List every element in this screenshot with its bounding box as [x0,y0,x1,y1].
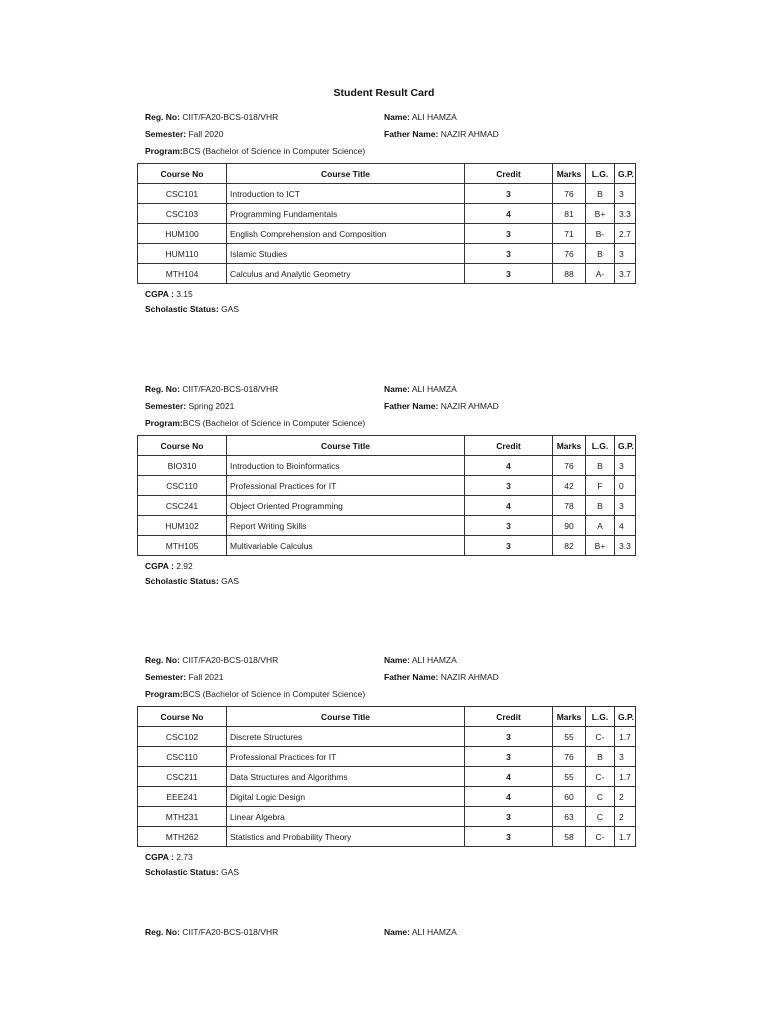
table-row [138,767,636,787]
cgpa-row [145,560,193,572]
credit-cell: 4 [465,767,553,787]
name-label: Name: [384,655,410,665]
gp-cell: 2.7 [615,224,636,244]
course-title-cell: Object Oriented Programming [227,496,465,516]
credit-cell: 3 [465,516,553,536]
lg-cell: A- [586,264,615,284]
reg-no-row [145,654,278,666]
table-header-row [138,707,636,727]
reg-no-row [145,383,278,395]
father-name-row [384,400,499,412]
scholastic-status-label: Scholastic Status: [145,576,219,586]
course-title-cell: English Comprehension and Composition [227,224,465,244]
gp-cell: 1.7 [615,727,636,747]
course-no-cell: BIO310 [138,456,227,476]
course-title-header: Course Title [227,436,465,456]
name-value: ALI HAMZA [411,655,457,665]
course-title-cell: Linear Algebra [227,807,465,827]
cgpa-row [145,851,193,863]
result-table [137,706,636,847]
gp-cell: 2 [615,807,636,827]
course-no-cell: CSC103 [138,204,227,224]
course-title-cell: Data Structures and Algorithms [227,767,465,787]
table-row [138,224,636,244]
reg-no-label: Reg. No: [145,112,180,122]
name-value: ALI HAMZA [411,384,457,394]
scholastic-status-row [145,866,239,878]
program-label: Program: [145,689,183,699]
marks-cell: 71 [553,224,586,244]
cgpa-value: 2.73 [176,852,193,862]
name-row [384,926,457,938]
gp-cell: 3.7 [615,264,636,284]
course-title-cell: Professional Practices for IT [227,476,465,496]
scholastic-status-value: GAS [221,576,240,586]
course-title-header: Course Title [227,707,465,727]
marks-cell: 60 [553,787,586,807]
semester-row [145,400,234,412]
reg-no-label: Reg. No: [145,384,180,394]
semester-row [145,671,223,683]
scholastic-status-value: GAS [221,304,240,314]
lg-cell: B+ [586,536,615,556]
name-label: Name: [384,927,410,937]
cgpa-row [145,288,193,300]
course-title-cell: Multivariable Calculus [227,536,465,556]
table-row [138,807,636,827]
credit-cell: 3 [465,827,553,847]
father-name-label: Father Name: [384,401,439,411]
credit-cell: 4 [465,496,553,516]
marks-cell: 55 [553,767,586,787]
reg-no-row [145,111,278,123]
lg-cell: B [586,244,615,264]
lg-cell: C [586,787,615,807]
credit-cell: 3 [465,727,553,747]
marks-cell: 76 [553,184,586,204]
lg-cell: B+ [586,204,615,224]
cgpa-label: CGPA : [145,561,174,571]
reg-no-value: CIIT/FA20-BCS-018/VHR [182,927,279,937]
table-header-row [138,164,636,184]
program-label: Program: [145,146,183,156]
table-row [138,184,636,204]
cgpa-label: CGPA : [145,289,174,299]
credit-cell: 3 [465,184,553,204]
result-table [137,435,636,556]
father-name-row [384,671,499,683]
marks-cell: 55 [553,727,586,747]
course-title-cell: Calculus and Analytic Geometry [227,264,465,284]
marks-cell: 78 [553,496,586,516]
marks-cell: 76 [553,747,586,767]
course-no-cell: HUM110 [138,244,227,264]
marks-cell: 81 [553,204,586,224]
lg-header: L.G. [586,707,615,727]
marks-cell: 88 [553,264,586,284]
lg-cell: A [586,516,615,536]
scholastic-status-row [145,575,239,587]
reg-no-label: Reg. No: [145,655,180,665]
table-row [138,496,636,516]
marks-cell: 63 [553,807,586,827]
credit-header: Credit [465,436,553,456]
lg-cell: B [586,456,615,476]
table-row [138,747,636,767]
course-title-cell: Statistics and Probability Theory [227,827,465,847]
gp-cell: 3 [615,244,636,264]
scholastic-status-label: Scholastic Status: [145,867,219,877]
credit-cell: 4 [465,456,553,476]
credit-header: Credit [465,164,553,184]
cgpa-value: 2.92 [176,561,193,571]
semester-value: Spring 2021 [188,401,235,411]
father-name-row [384,128,499,140]
marks-cell: 42 [553,476,586,496]
course-no-cell: MTH231 [138,807,227,827]
gp-cell: 3 [615,747,636,767]
course-title-cell: Introduction to ICT [227,184,465,204]
course-no-cell: CSC110 [138,476,227,496]
lg-cell: B- [586,224,615,244]
name-value: ALI HAMZA [411,927,457,937]
course-no-cell: EEE241 [138,787,227,807]
lg-cell: C- [586,767,615,787]
program-value: BCS (Bachelor of Science in Computer Science) [182,689,366,699]
credit-header: Credit [465,707,553,727]
father-name-value: NAZIR AHMAD [440,672,499,682]
course-title-cell: Digital Logic Design [227,787,465,807]
marks-cell: 82 [553,536,586,556]
lg-cell: F [586,476,615,496]
table-row [138,476,636,496]
reg-no-value: CIIT/FA20-BCS-018/VHR [182,655,279,665]
scholastic-status-row [145,303,239,315]
course-no-cell: CSC101 [138,184,227,204]
credit-cell: 4 [465,787,553,807]
father-name-value: NAZIR AHMAD [440,129,499,139]
gp-cell: 3.3 [615,204,636,224]
lg-cell: B [586,184,615,204]
program-value: BCS (Bachelor of Science in Computer Science) [182,146,366,156]
credit-cell: 3 [465,476,553,496]
gp-cell: 3 [615,184,636,204]
table-row [138,204,636,224]
table-row [138,244,636,264]
semester-label: Semester: [145,401,187,411]
course-no-cell: MTH262 [138,827,227,847]
table-row [138,536,636,556]
name-value: ALI HAMZA [411,112,457,122]
marks-cell: 76 [553,456,586,476]
gp-cell: 4 [615,516,636,536]
gp-cell: 3 [615,496,636,516]
gp-cell: 1.7 [615,827,636,847]
gp-cell: 1.7 [615,767,636,787]
course-title-cell: Discrete Structures [227,727,465,747]
reg-no-value: CIIT/FA20-BCS-018/VHR [182,112,279,122]
program-value: BCS (Bachelor of Science in Computer Science) [182,418,366,428]
name-label: Name: [384,384,410,394]
marks-header: Marks [553,707,586,727]
lg-cell: C- [586,727,615,747]
table-row [138,264,636,284]
course-no-cell: HUM100 [138,224,227,244]
lg-cell: B [586,496,615,516]
credit-cell: 3 [465,536,553,556]
marks-header: Marks [553,436,586,456]
table-row [138,727,636,747]
lg-header: L.G. [586,436,615,456]
gp-cell: 3 [615,456,636,476]
course-title-cell: Islamic Studies [227,244,465,264]
lg-header: L.G. [586,164,615,184]
gp-header: G.P. [615,707,636,727]
course-title-cell: Professional Practices for IT [227,747,465,767]
course-no-cell: CSC110 [138,747,227,767]
reg-no-label: Reg. No: [145,927,180,937]
table-header-row [138,436,636,456]
credit-cell: 4 [465,204,553,224]
lg-cell: C- [586,827,615,847]
marks-cell: 90 [553,516,586,536]
name-row [384,111,457,123]
gp-header: G.P. [615,164,636,184]
course-no-header: Course No [138,164,227,184]
program-label: Program: [145,418,183,428]
table-row [138,827,636,847]
marks-cell: 76 [553,244,586,264]
program-row [145,145,365,157]
credit-cell: 3 [465,264,553,284]
program-row [145,688,365,700]
course-title-cell: Report Writing Skills [227,516,465,536]
lg-cell: B [586,747,615,767]
name-row [384,383,457,395]
course-no-header: Course No [138,436,227,456]
semester-value: Fall 2021 [188,672,224,682]
course-no-header: Course No [138,707,227,727]
semester-value: Fall 2020 [188,129,224,139]
program-row [145,417,365,429]
credit-cell: 3 [465,224,553,244]
reg-no-value: CIIT/FA20-BCS-018/VHR [182,384,279,394]
semester-row [145,128,223,140]
course-no-cell: CSC211 [138,767,227,787]
reg-no-row [145,926,278,938]
scholastic-status-value: GAS [221,867,240,877]
credit-cell: 3 [465,747,553,767]
course-title-header: Course Title [227,164,465,184]
gp-cell: 3.3 [615,536,636,556]
credit-cell: 3 [465,244,553,264]
marks-cell: 58 [553,827,586,847]
course-no-cell: MTH104 [138,264,227,284]
course-no-cell: HUM102 [138,516,227,536]
gp-cell: 0 [615,476,636,496]
gp-header: G.P. [615,436,636,456]
course-no-cell: CSC102 [138,727,227,747]
result-table [137,163,636,284]
lg-cell: C [586,807,615,827]
semester-label: Semester: [145,129,187,139]
father-name-label: Father Name: [384,672,439,682]
marks-header: Marks [553,164,586,184]
semester-label: Semester: [145,672,187,682]
father-name-label: Father Name: [384,129,439,139]
cgpa-label: CGPA : [145,852,174,862]
page-title: Student Result Card [333,87,435,99]
course-title-cell: Introduction to Bioinformatics [227,456,465,476]
cgpa-value: 3.15 [176,289,193,299]
gp-cell: 2 [615,787,636,807]
father-name-value: NAZIR AHMAD [440,401,499,411]
course-title-cell: Programming Fundamentals [227,204,465,224]
table-row [138,456,636,476]
table-row [138,787,636,807]
credit-cell: 3 [465,807,553,827]
course-no-cell: MTH105 [138,536,227,556]
scholastic-status-label: Scholastic Status: [145,304,219,314]
name-row [384,654,457,666]
name-label: Name: [384,112,410,122]
course-no-cell: CSC241 [138,496,227,516]
table-row [138,516,636,536]
